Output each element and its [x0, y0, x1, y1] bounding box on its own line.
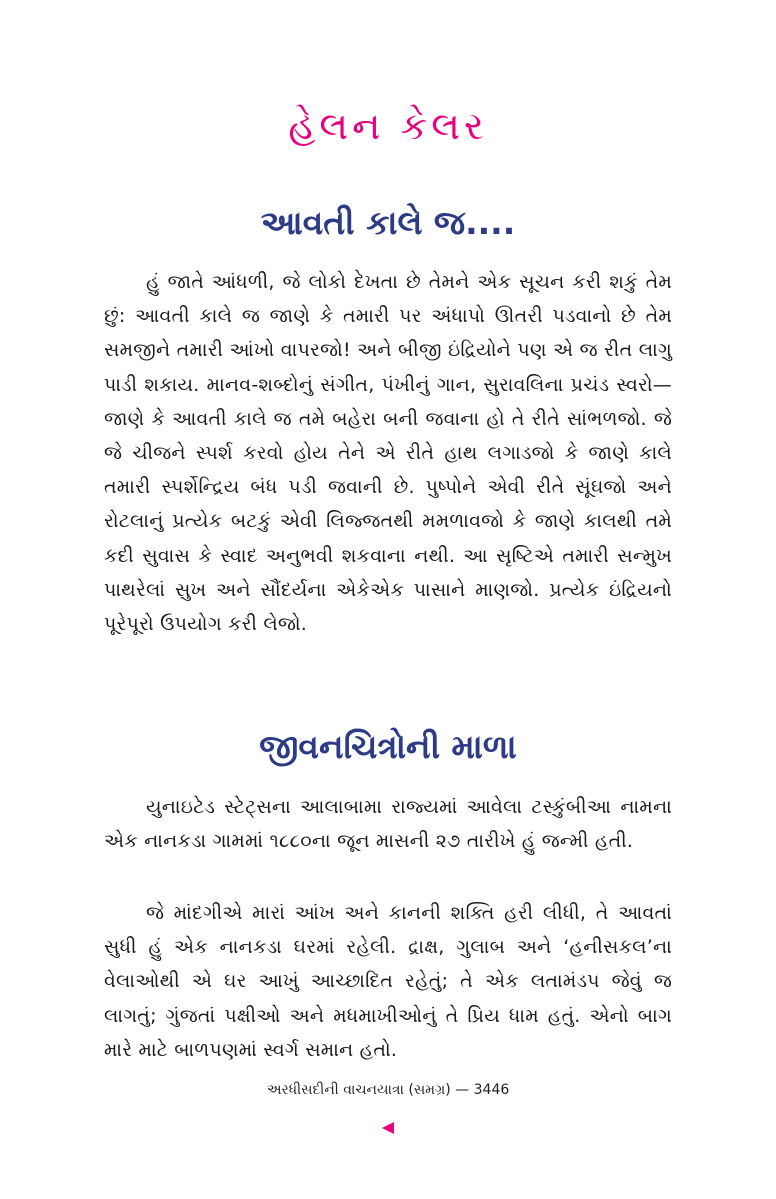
triangle-left-icon [381, 1121, 395, 1135]
section-heading-aavati-kaale: આવતી કાલે જ.... [260, 203, 516, 242]
footer-page-info: અરધીસદીની વાચનયાત્રા (સમગ્ર) — 3446 [266, 1082, 510, 1098]
paragraph: હું જાતે આંધળી, જે લોકો દેખતા છે તેમને એક સૂચન કરી શકું તેમ છું: આવતી કાલે જ જાણે કે તમારી પર અંધાપો ઊતરી પડવાનો છે તેમ સમજીને તમારી આંખો વાપરજો! અને બીજી ઇંદ્રિયોને પણ એ જ રીત લાગુ પાડી શકાય. માનવ-શબ્દોનું સંગીત, પંખીનું ગાન, સુરાવલિના પ્રચંડ સ્વરો—જાણે કે આવતી કાલે જ તમે બહેરા બની જવાના હો તે રીતે સાંભળજો. જે જે ચીજને સ્પર્શ કરવો હોય તેને એ રીતે હાથ લગાડજો કે જાણે કાલે તમારી સ્પર્શેન્દ્રિય બંધ પડી જવાની છે. પુષ્પોને એવી રીતે સૂંઘજો અને રોટલાનું પ્રત્યેક બટકું એવી લિજ્જતથી મમળાવજો કે જાણે કાલથી તમે કદી સુવાસ કે સ્વાદ અનુભવી શકવાના નથી. આ સૃષ્ટિએ તમારી સન્મુખ પાથરેલાં સુખ અને સૌંદર્યના એકેએક પાસાને માણજો. પ્રત્યેક ઇંદ્રિયનો પૂરેપૂરો ઉપયોગ કરી લેજો. [104, 271, 672, 636]
section-heading-jivanchitro: જીવનચિત્રોની માળા [259, 727, 517, 766]
page-title: હેલન કેલર [288, 104, 488, 148]
previous-page-button[interactable] [378, 1118, 398, 1138]
paragraph: યુનાઇટેડ સ્ટેટ્સના આલાબામા રાજ્યમાં આવેલા ટસ્કુંબીઆ નામના એક નાનકડા ગામમાં ૧૮૮૦ના જૂન માસની ૨૭ તારીખે હું જન્મી હતી. [104, 796, 672, 853]
paragraph: જે માંદગીએ મારાં આંખ અને કાનની શક્તિ હરી લીધી, તે આવતાં સુધી હું એક નાનકડા ઘરમાં રહેલી. દ્રાક્ષ, ગુલાબ અને ‘હનીસકલ’ના વેલાઓથી એ ઘર આખું આચ્છાદિત રહેતું; તે એક લતામંડપ જેવું જ લાગતું; ગુંજતાં પક્ષીઓ અને મધમાખીઓનું તે પ્રિય ધામ હતું. એનો બાગ મારે માટે બાળપણમાં સ્વર્ગ સમાન હતો. [104, 902, 672, 1061]
